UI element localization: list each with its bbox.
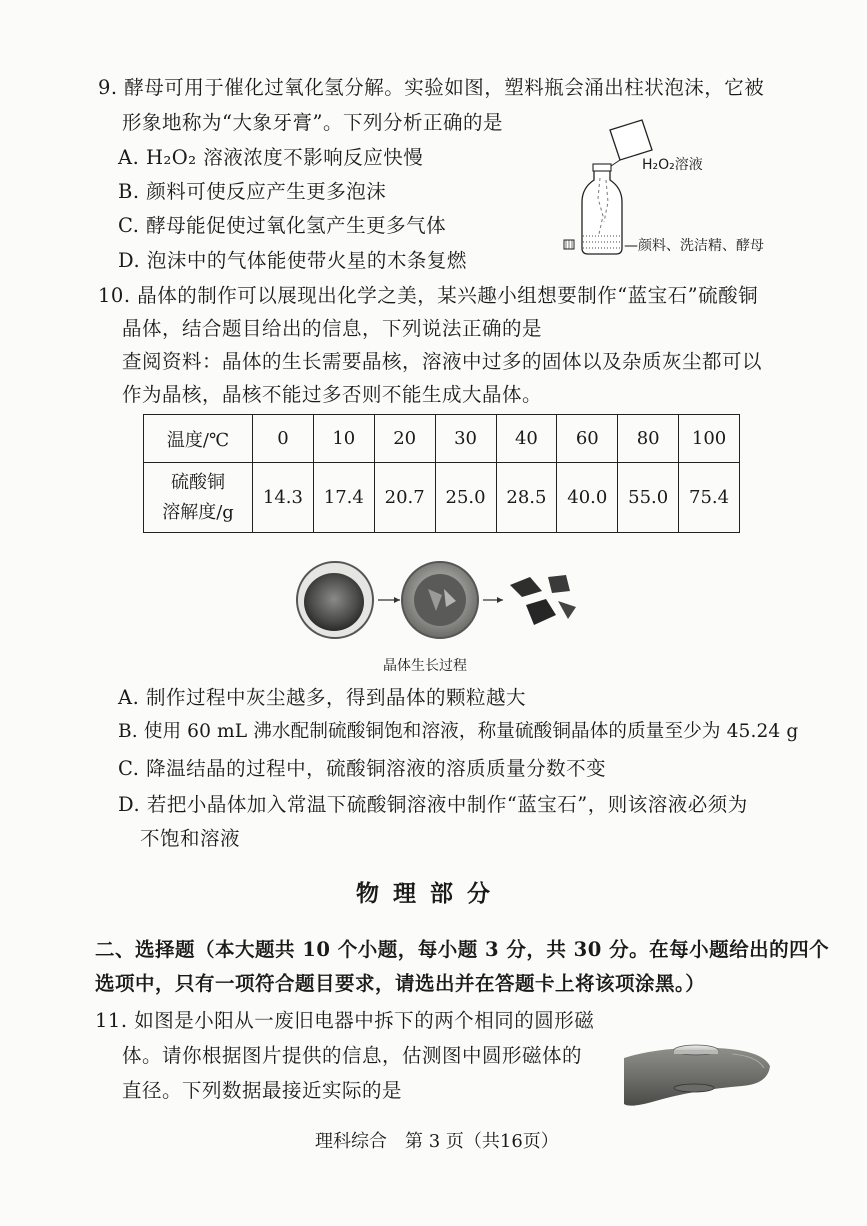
q9-option-b: B. 颜料可使反应产生更多泡沫 [118, 180, 387, 203]
section-title: 物理部分 [356, 880, 504, 907]
q9-stem-line2: 形象地称为“大象牙膏”。下列分析正确的是 [122, 111, 503, 134]
q10-option-b: B. 使用 60 mL 沸水配制硫酸铜饱和溶液，称量硫酸铜晶体的质量至少为 45.24 g [118, 721, 799, 742]
crystal-figure-caption: 晶体生长过程 [383, 658, 467, 674]
table-cell: 10 [313, 415, 374, 463]
q11-stem-line2: 体。请你根据图片提供的信息，估测图中圆形磁体的 [122, 1044, 583, 1067]
q11-stem-line3: 直径。下列数据最接近实际的是 [122, 1079, 403, 1102]
q9-bottle-figure [560, 118, 790, 263]
temperature-header: 温度/℃ [144, 415, 253, 463]
table-cell: 17.4 [313, 463, 374, 533]
table-cell: 80 [618, 415, 679, 463]
table-cell: 28.5 [496, 463, 557, 533]
solubility-header-line2: 溶解度/g [162, 501, 234, 523]
table-cell: 40.0 [557, 463, 618, 533]
q9-ingredients-label: —颜料、洗洁精、酵母 [624, 238, 764, 254]
solubility-header [144, 463, 253, 533]
q10-stem-line1: 10. 晶体的制作可以展现出化学之美，某兴趣小组想要制作“蓝宝石”硫酸铜 [98, 284, 759, 307]
table-cell: 20.7 [374, 463, 435, 533]
table-cell: 0 [253, 415, 314, 463]
q10-option-a: A. 制作过程中灰尘越多，得到晶体的颗粒越大 [118, 686, 526, 709]
table-cell: 55.0 [618, 463, 679, 533]
table-cell: 20 [374, 415, 435, 463]
crystal-growth-figure [290, 555, 590, 645]
q10-stem-line2: 晶体，结合题目给出的信息，下列说法正确的是 [122, 317, 543, 340]
q10-option-d: D. 若把小晶体加入常温下硫酸铜溶液中制作“蓝宝石”，则该溶液必须为 [118, 793, 748, 816]
q9-option-d: D. 泡沫中的气体能使带火星的木条复燃 [118, 249, 467, 272]
q11-magnet-photo [622, 1028, 772, 1110]
q9-h2o2-label: H₂O₂溶液 [642, 157, 703, 173]
q9-stem-line1: 9. 酵母可用于催化过氧化氢分解。实验如图，塑料瓶会涌出柱状泡沫，它被 [98, 76, 765, 99]
table-cell: 60 [557, 415, 618, 463]
table-cell: 30 [435, 415, 496, 463]
q11-stem-line1: 11. 如图是小阳从一废旧电器中拆下的两个相同的圆形磁 [95, 1009, 595, 1032]
section2-instructions-line2: 选项中，只有一项符合题目要求，请选出并在答题卡上将该项涂黑。） [95, 972, 706, 995]
section2-instructions-line1: 二、选择题（本大题共 10 个小题，每小题 3 分，共 30 分。在每小题给出的四个 [95, 938, 830, 961]
q9-option-c: C. 酵母能促使过氧化氢产生更多气体 [118, 214, 447, 237]
q10-info-line2: 作为晶核，晶核不能过多否则不能生成大晶体。 [122, 383, 543, 406]
q10-info-line1: 查阅资料：晶体的生长需要晶核，溶液中过多的固体以及杂质灰尘都可以 [122, 350, 763, 373]
table-row [144, 415, 740, 463]
q9-option-a: A. H₂O₂ 溶液浓度不影响反应快慢 [118, 146, 424, 169]
q10-option-d-cont: 不饱和溶液 [140, 827, 241, 850]
table-cell: 14.3 [253, 463, 314, 533]
q10-option-c: C. 降温结晶的过程中，硫酸铜溶液的溶质质量分数不变 [118, 757, 607, 780]
solubility-table [143, 414, 740, 533]
table-row [144, 463, 740, 533]
page-footer: 理科综合 第 3 页（共16页） [315, 1131, 559, 1152]
table-cell: 100 [679, 415, 740, 463]
solubility-header-line1: 硫酸铜 [171, 471, 225, 493]
table-cell: 40 [496, 415, 557, 463]
table-cell: 25.0 [435, 463, 496, 533]
table-cell: 75.4 [679, 463, 740, 533]
